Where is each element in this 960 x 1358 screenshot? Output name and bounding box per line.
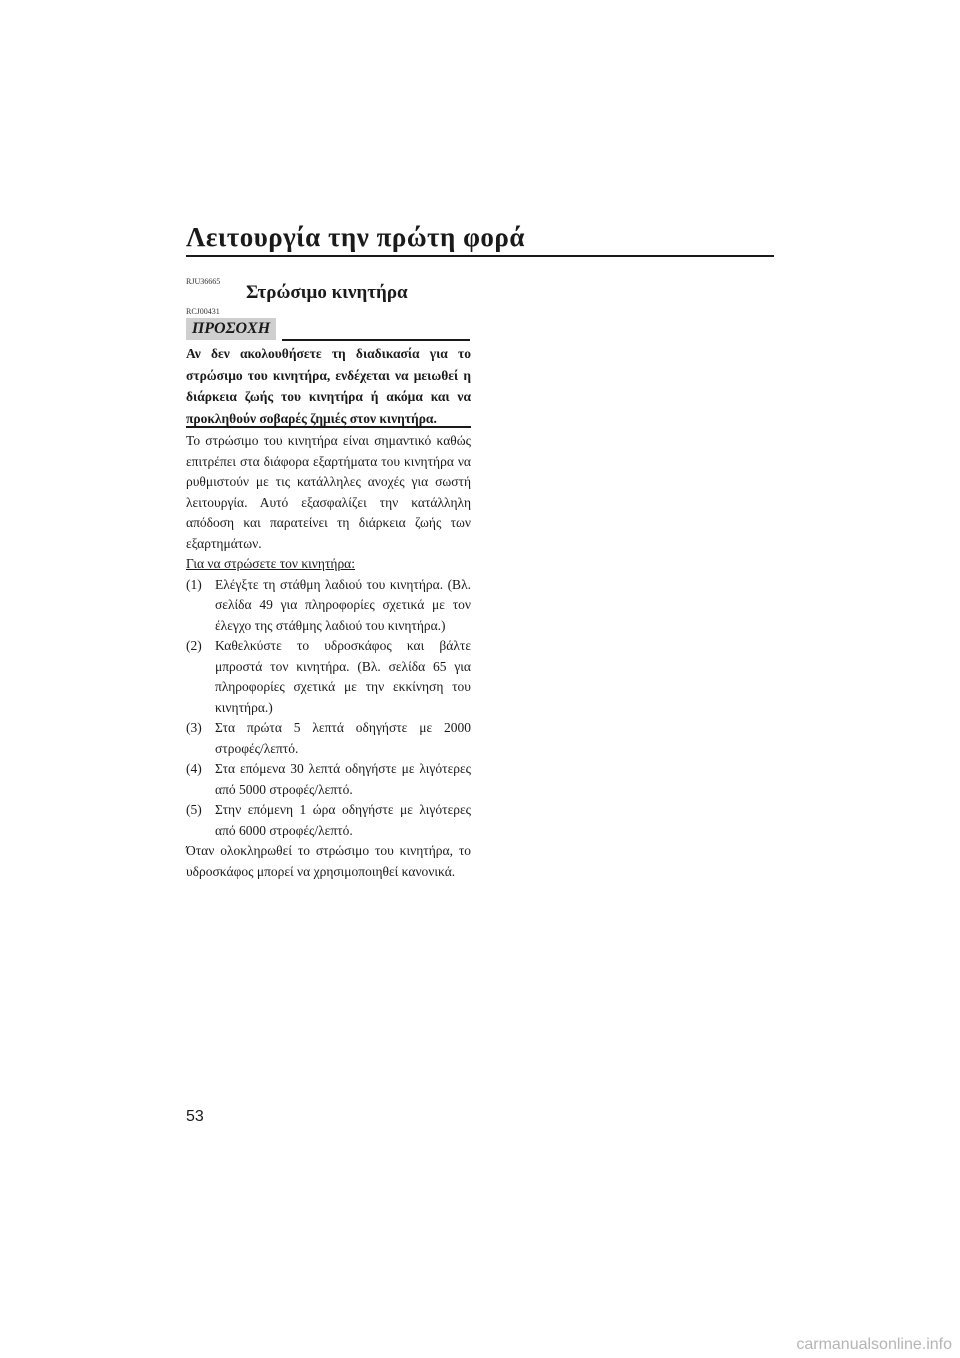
procedure-steps	[186, 575, 471, 842]
caution-text: Αν δεν ακολουθήσετε τη διαδικασία για το στρώσιμο του κινητήρα, ενδέχεται να μειωθεί η διάρκεια ζωής του κινητήρα ή ακόμα και να προκληθούν σοβαρές ζημιές στον κινητήρα.	[186, 346, 471, 426]
list-item	[186, 636, 471, 718]
caution-code: RCJ00431	[186, 307, 220, 316]
list-item	[186, 718, 471, 759]
list-item	[186, 575, 471, 637]
step-text: Στα πρώτα 5 λεπτά οδηγήστε με 2000 στροφές/λεπτό.	[215, 720, 471, 756]
list-item	[186, 800, 471, 841]
step-number: (5)	[186, 802, 202, 817]
step-number: (2)	[186, 638, 202, 653]
section-title: Στρώσιμο κινητήρα	[246, 282, 408, 303]
caution-badge: ΠΡΟΣΟΧΗ	[186, 318, 276, 340]
section-code: RJU36665	[186, 277, 221, 286]
step-number: (3)	[186, 720, 202, 735]
body-content	[186, 431, 471, 882]
page-number: 53	[186, 1108, 204, 1125]
page-header-title: Λειτουργία την πρώτη φορά	[186, 222, 525, 252]
step-number: (1)	[186, 576, 202, 592]
closing-paragraph: Όταν ολοκληρωθεί το στρώσιμο του κινητήρα, το υδροσκάφος μπορεί να χρησιμοποιηθεί κανονικά.	[186, 843, 471, 879]
intro-paragraph: Το στρώσιμο του κινητήρα είναι σημαντικό καθώς επιτρέπει στα διάφορα εξαρτήματα του κινητήρα να ρυθμιστούν με τις κατάλληλες ανοχές για σωστή λειτουργία. Αυτό εξασφαλίζει την κατάλληλη απόδοση και παρατείνει τη διάρκεια ζωής των εξαρτημάτων.	[186, 433, 471, 551]
step-text: Στην επόμενη 1 ώρα οδηγήστε με λιγότερες από 6000 στροφές/λεπτό.	[215, 802, 471, 838]
list-item	[186, 759, 471, 800]
caution-rule-bottom	[186, 426, 471, 428]
step-text: Καθελκύστε το υδροσκάφος και βάλτε μπροστά τον κινητήρα. (Βλ. σελίδα 65 για πληροφορίες σχετικά με την εκκίνηση του κινητήρα.)	[215, 638, 471, 715]
procedure-subheading: Για να στρώσετε τον κινητήρα:	[186, 556, 356, 571]
watermark: carmanualsonline.info	[796, 1336, 952, 1353]
caution-rule-top	[282, 339, 470, 341]
step-text: Στα επόμενα 30 λεπτά οδηγήστε με λιγότερες από 5000 στροφές/λεπτό.	[215, 761, 471, 797]
step-number: (4)	[186, 761, 202, 776]
step-text: Ελέγξτε τη στάθμη λαδιού του κινητήρα. (Βλ. σελίδα 49 για πληροφορίες σχετικά με τον έλεγχο της στάθμης λαδιού του κινητήρα.)	[215, 576, 471, 633]
header-rule	[186, 255, 774, 257]
